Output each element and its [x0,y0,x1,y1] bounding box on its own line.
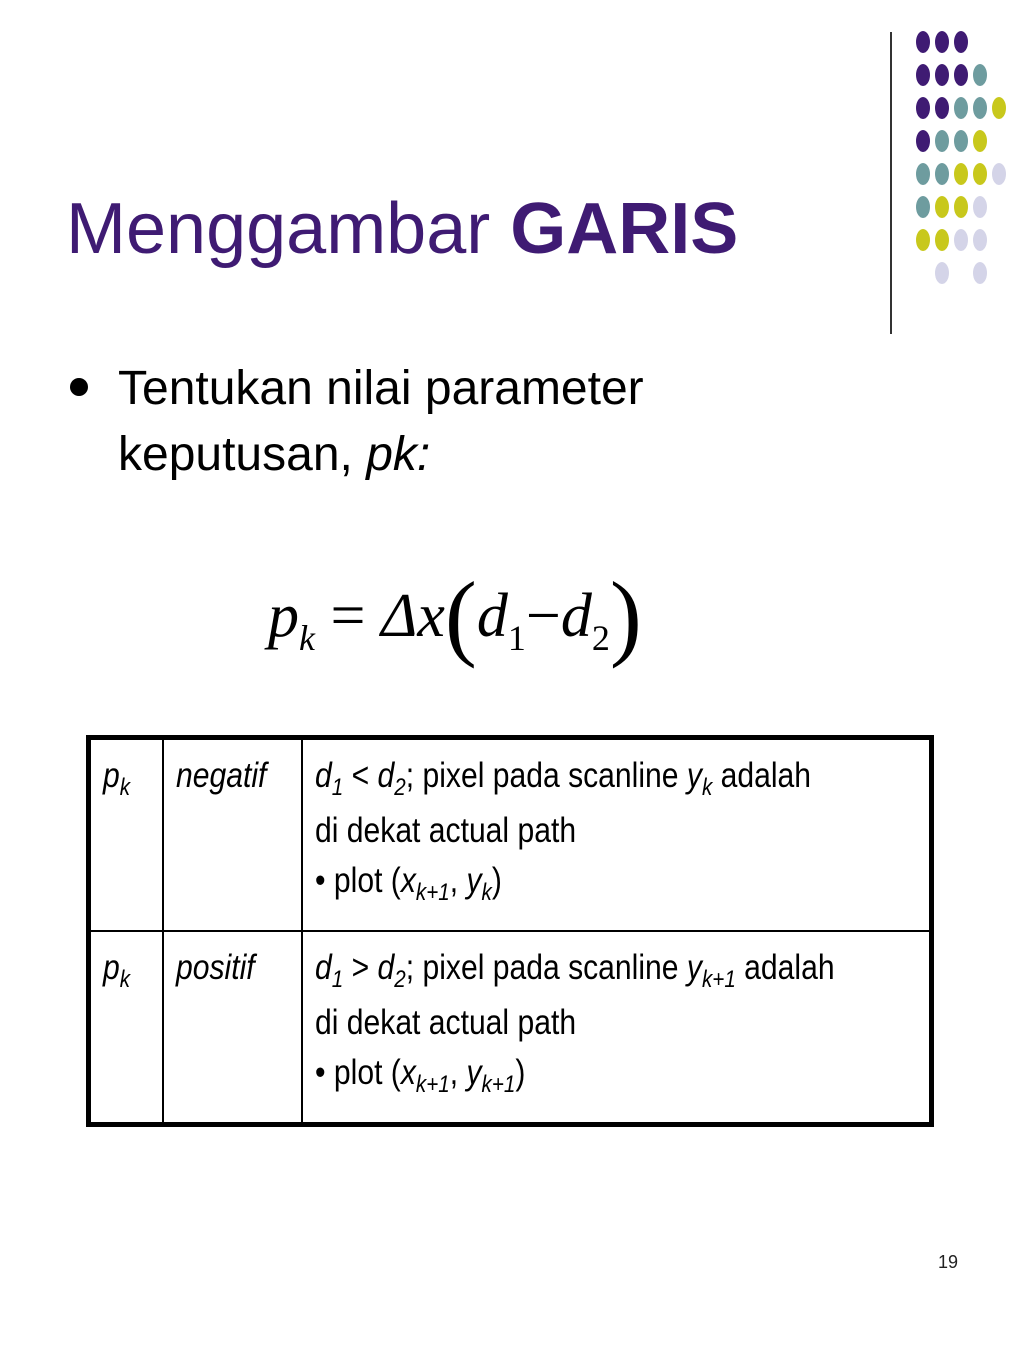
decorative-dot [935,64,949,86]
decorative-dot [916,229,930,251]
decorative-dot [954,31,968,53]
formula-eq: = [330,582,366,650]
bullet-text [118,356,644,488]
formula-one: 1 [507,618,526,658]
row2-pk: $p_k$ [103,947,131,993]
decorative-dot [935,262,949,284]
decorative-dot [954,196,968,218]
row2-sign-cell [163,931,302,1124]
row2-sign: positif [176,947,255,987]
decorative-dot [916,196,930,218]
row1-description-cell [302,738,932,931]
decorative-dot [916,130,930,152]
decorative-dot [973,229,987,251]
formula-p: p [268,582,299,650]
decorative-dot [935,229,949,251]
bullet-line-1: Tentukan nilai parameter [118,362,644,415]
decorative-dot [992,97,1006,119]
row2-description-cell [302,931,932,1124]
formula-d2: d [560,582,592,650]
decorative-dot [916,31,930,53]
row1-plot: • plot ($x_{k+1}$, $y_k$) [314,860,502,906]
decorative-vertical-line [890,32,892,334]
decorative-dot [954,64,968,86]
decision-table [86,735,934,1127]
decision-formula [268,560,642,670]
decorative-dot [954,229,968,251]
formula-k: k [299,618,315,658]
bullet-line-2-text: keputusan, [118,428,353,481]
formula-minus: − [525,582,561,650]
row2-plot: • plot ($x_{k+1}$, $y_{k+1}$) [314,1052,526,1098]
row1-pk-cell [89,738,164,931]
row1-condition: $d_1 < d_2$; pixel pada scanline $y_k$ adalah [314,756,811,801]
table-row [89,738,932,931]
decorative-dot [916,97,930,119]
decorative-dot [916,64,930,86]
formula-open-paren: ( [444,562,477,669]
decorative-dot [954,97,968,119]
decorative-dot [954,130,968,152]
decorative-dot [935,163,949,185]
bullet-italic: pk: [366,428,431,481]
decorative-dot [973,64,987,86]
decorative-dot [954,163,968,185]
formula-d1: d [476,582,508,650]
title-regular: Menggambar [66,189,491,269]
decorative-dot [973,196,987,218]
decorative-dot [935,97,949,119]
title-bold: GARIS [510,189,739,269]
page-number: 19 [938,1252,959,1272]
bullet-dot [70,378,88,396]
decorative-dot [973,262,987,284]
row1-line2: di dekat actual path [314,811,576,850]
formula-two: 2 [591,618,610,658]
decorative-dot [973,163,987,185]
row2-line2: di dekat actual path [314,1002,576,1042]
decorative-dot [973,130,987,152]
table-row [89,931,932,1124]
row1-pk: $p_k$ [103,756,131,801]
decorative-dot [973,97,987,119]
decorative-dot [935,31,949,53]
formula-close-paren: ) [609,562,642,669]
decorative-dot [935,196,949,218]
decorative-dot [935,130,949,152]
formula-delta-x: Δx [380,582,445,650]
decorative-dot [992,163,1006,185]
decorative-dot [916,163,930,185]
row2-pk-cell [89,931,164,1124]
row1-sign-cell [163,738,302,931]
row1-sign: negatif [176,756,267,795]
bullet-line-2 [118,422,644,488]
slide-title [66,186,738,272]
row2-condition: $d_1 > d_2$; pixel pada scanline $y_{k+1}$ adalah [314,947,835,993]
